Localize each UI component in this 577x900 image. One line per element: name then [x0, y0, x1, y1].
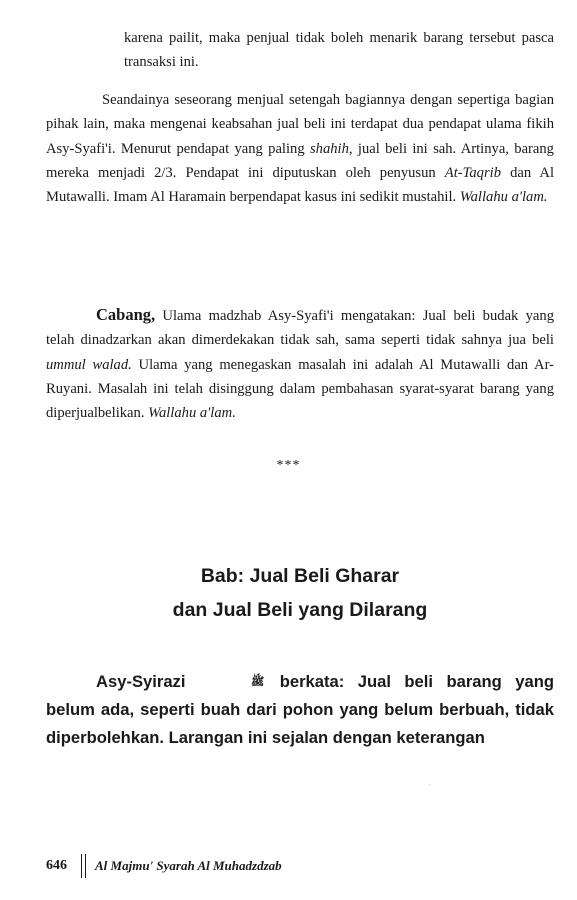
scan-speck: · — [428, 780, 432, 791]
running-book-title: Al Majmu' Syarah Al Muhadzdzab — [95, 858, 282, 873]
author-name: Asy-Syirazi — [96, 672, 186, 691]
paragraph-text: Ulama madzhab Asy-Syafi'i mengatakan: Jual beli budak yang telah dinadzarkan akan dimerdekakan tidak sah, sama seperti tidak sahnya jua beli — [46, 308, 554, 349]
footer-divider — [81, 854, 86, 878]
paragraph-text: berkata: Jual beli barang yang belum ada, seperti buah dari pohon yang belum berbuah, tidak diperbolehkan. Larangan ini sejalan dengan keterangan — [46, 672, 554, 747]
paragraph-continuation — [124, 26, 554, 75]
term-ummul-walad: ummul walad. — [46, 356, 132, 373]
section-separator: *** — [276, 458, 301, 473]
section-lead-cabang: Cabang, — [96, 305, 156, 324]
paragraph-cabang — [46, 303, 554, 425]
paragraph-asy-syirazi — [46, 668, 554, 751]
page-number: 646 — [46, 858, 67, 873]
paragraph-seandainya — [46, 88, 554, 209]
honorific-glyph: ﷺ — [250, 675, 265, 688]
closing-phrase: Wallahu a'lam. — [148, 405, 236, 422]
page-footer — [46, 853, 282, 879]
paragraph-text: Seandainya seseorang menjual setengah bagiannya dengan sepertiga bagian pihak lain, maka mengenai keabsahan jual beli ini terdapat dua pendapat ulama fikih Asy-Syafi'i. Menurut pendapat yang paling — [46, 92, 554, 157]
paragraph-text: , jual beli ini sah. Artinya, barang mereka menjadi 2/3. Pendapat ini diputuskan oleh penyusun — [46, 140, 554, 181]
closing-phrase: Wallahu a'lam. — [459, 189, 548, 206]
paragraph-text: dan Al Mutawalli. Imam Al Haramain berpendapat kasus ini sedikit mustahil. — [46, 164, 555, 206]
chapter-heading-line2: dan Jual Beli yang Dilarang — [172, 599, 428, 621]
book-title-at-taqrib: At-Taqrib — [444, 164, 502, 181]
chapter-heading-line1: Bab: Jual Beli Gharar — [200, 565, 400, 587]
term-shahih: shahih — [309, 140, 349, 157]
paragraph-continuation-text: karena pailit, maka penjual tidak boleh menarik barang tersebut pasca transaksi ini. — [124, 30, 554, 71]
paragraph-text: Ulama yang menegaskan masalah ini adalah Al Mutawalli dan Ar-Ruyani. Masalah ini telah disinggung dalam pembahasan syarat-syarat barang yang diperjualbelikan. — [46, 356, 555, 422]
